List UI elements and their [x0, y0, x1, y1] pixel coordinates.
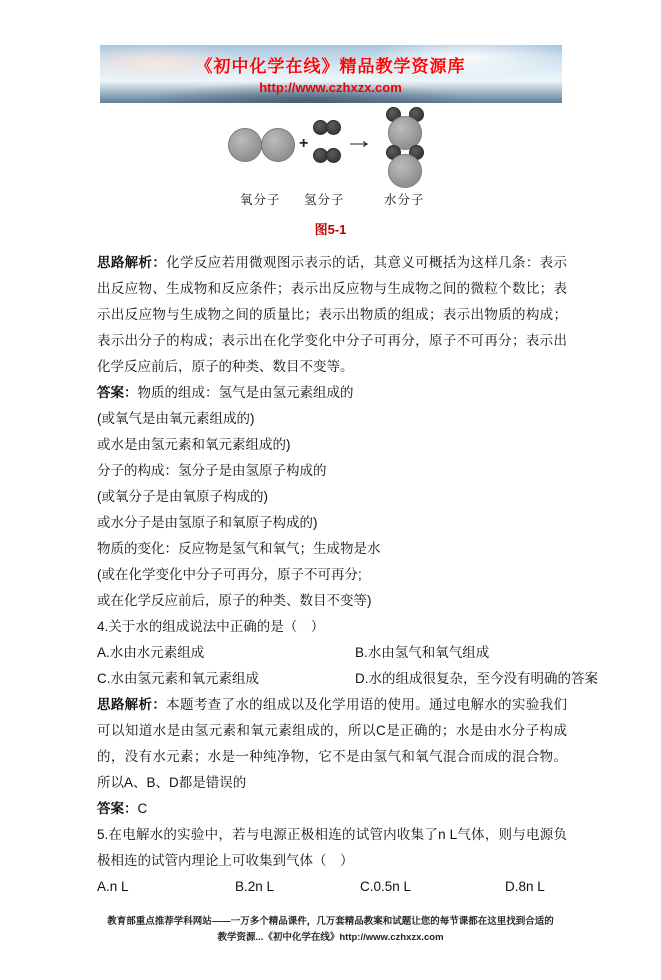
analysis-label: 思路解析： [97, 697, 167, 712]
answer-label: 答案： [97, 801, 138, 816]
answer-label: 答案： [97, 385, 138, 400]
analysis-text: 化学反应若用微观图示表示的话，其意义可概括为这样几条：表示出反应物、生成物和反应条件；表示出反应物与生成物之间的微粒个数比；表示出反应物与生成物之间的质量比；表示出物质的组成；表示出物质的构成；表示出分子的构成；表示出在化学变化中分子可再分，原子不可再分；表示出化学反应前后，原子的种类、数目不变等。 [97, 255, 568, 374]
footer-line-1: 教育部重点推荐学科网站——一万多个精品课件，几万套精品教案和试题让您的每节课都在这里找到合适的 [107, 916, 554, 927]
header-banner [100, 45, 562, 103]
question-4-option-b: B.水由氢气和氧气组成 [355, 645, 490, 660]
banner-url-link[interactable]: http://www.czhxzx.com [259, 80, 402, 95]
page-footer [0, 914, 661, 946]
answer-line: (或氧气是由氧元素组成的) [97, 411, 255, 426]
question-4-options-row-2 [97, 666, 598, 692]
answer-text: 物质的组成：氢气是由氢元素组成的 [137, 385, 354, 400]
analysis-text: 本题考查了水的组成以及化学用语的使用。通过电解水的实验我们可以知道水是由氢元素和氧元素组成的，所以C是正确的；水是由水分子构成的，没有水元素；水是一种纯净物，它不是由氢气和氧气混合而成的混合物。所以A、B、D都是错误的 [97, 697, 568, 790]
question-5: 5.在电解水的实验中，若与电源正极相连的试管内收集了n L气体，则与电源负极相连的试管内理论上可收集到气体（ ） [97, 827, 567, 868]
analysis-label: 思路解析： [97, 255, 167, 270]
answer-line: 或水分子是由氢原子和氧原子构成的) [97, 515, 318, 530]
document-page [0, 45, 661, 946]
question-4-option-a: A.水由水元素组成 [97, 645, 205, 660]
answer-line: 或在化学反应前后，原子的种类、数目不变等) [97, 593, 372, 608]
answer-text: C [137, 801, 148, 816]
hydrogen-atom-circle [326, 120, 341, 135]
answer-paragraph [97, 380, 567, 406]
answer-paragraph [97, 796, 567, 822]
question-4-option-c: C.水由氢元素和氧元素组成 [97, 671, 259, 686]
analysis-paragraph [97, 692, 567, 796]
plus-sign: + [299, 135, 309, 152]
answer-line: 物质的变化：反应物是氢气和氧气；生成物是水 [97, 541, 381, 556]
question-5-option-b: B.2n L [235, 879, 275, 894]
water-molecule-label: 水分子 [384, 193, 425, 207]
question-5-options-row [97, 874, 567, 900]
question-5-option-a: A.n L [97, 879, 129, 894]
molecule-diagram [0, 107, 661, 209]
oxygen-atom-circle [388, 154, 422, 188]
banner-title: 《初中化学在线》精品教学资源库 [195, 57, 466, 76]
oxygen-molecule-label: 氧分子 [240, 193, 281, 207]
footer-url-link[interactable]: http://www.czhxzx.com [339, 932, 444, 943]
hydrogen-atom-circle [326, 148, 341, 163]
analysis-paragraph [97, 250, 567, 380]
oxygen-atom-circle [261, 128, 295, 162]
question-4-options-row-1 [97, 640, 567, 666]
footer-text: 教学资源...《初中化学在线》 [217, 932, 340, 943]
figure-caption: 图5-1 [314, 222, 347, 237]
reaction-arrow-icon: → [344, 127, 374, 154]
answer-line: (或在化学变化中分子可再分，原子不可再分; [97, 567, 362, 582]
oxygen-atom-circle [228, 128, 262, 162]
question-4: 4.关于水的组成说法中正确的是（ ） [97, 619, 325, 634]
question-5-option-d: D.8n L [505, 879, 545, 894]
hydrogen-molecule-label: 氢分子 [304, 193, 345, 207]
question-4-option-d: D.水的组成很复杂，至今没有明确的答案 [355, 671, 598, 686]
answer-line: 或水是由氢元素和氧元素组成的) [97, 437, 291, 452]
answer-line: (或氧分子是由氧原子构成的) [97, 489, 268, 504]
document-body [0, 238, 661, 900]
answer-line: 分子的构成：氢分子是由氢原子构成的 [97, 463, 327, 478]
footer-line-2 [0, 930, 661, 946]
question-5-option-c: C.0.5n L [360, 879, 412, 894]
